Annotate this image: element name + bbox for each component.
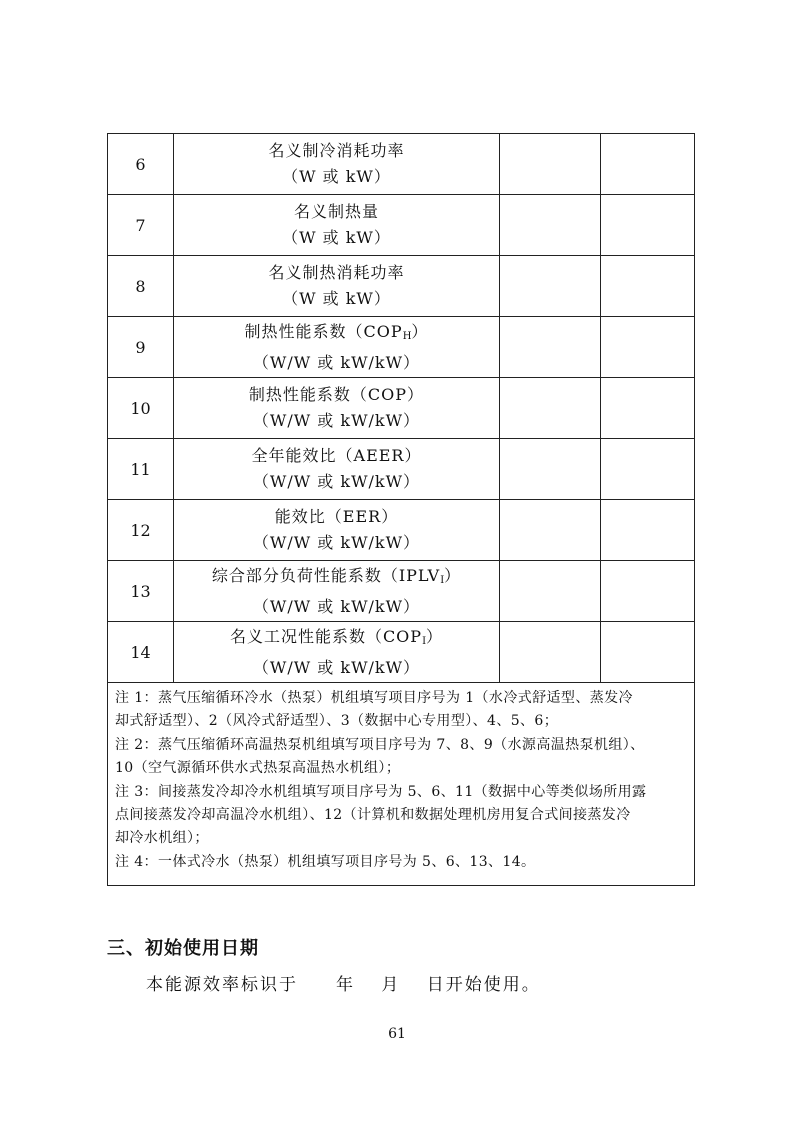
value-cell-a <box>500 378 601 439</box>
item-name-text: 名义制热消耗功率 <box>268 263 405 282</box>
notes-row <box>108 683 695 886</box>
item-number-cell: 12 <box>108 500 174 561</box>
item-name-suffix: ） <box>444 565 462 585</box>
usage-date-statement: 本能源效率标识于 年 月 日开始使用。 <box>146 975 541 995</box>
table-row <box>108 561 695 622</box>
value-cell-a <box>500 134 601 195</box>
table-row <box>108 500 695 561</box>
value-cell-a <box>500 500 601 561</box>
item-unit: （W/W 或 kW/kW） <box>252 472 421 491</box>
value-cell-b <box>601 378 695 439</box>
value-cell-a <box>500 561 601 622</box>
item-number-cell: 7 <box>108 195 174 256</box>
note-line: 注 4：一体式冷水（热泵）机组填写项目序号为 5、6、13、14。 <box>115 853 536 870</box>
item-description-cell <box>174 622 500 683</box>
item-number-cell: 8 <box>108 256 174 317</box>
table-row <box>108 317 695 378</box>
value-cell-b <box>601 317 695 378</box>
table-row <box>108 378 695 439</box>
value-cell-b <box>601 256 695 317</box>
item-name-text: 名义制冷消耗功率 <box>268 141 405 160</box>
item-unit: （W/W 或 kW/kW） <box>252 657 421 677</box>
section-heading: 三、初始使用日期 <box>107 938 259 959</box>
item-name-suffix: ） <box>411 321 429 341</box>
item-name <box>174 319 499 350</box>
item-description-cell <box>174 195 500 256</box>
value-cell-b <box>601 500 695 561</box>
item-name-text: 综合部分负荷性能系数（IPLV <box>211 565 441 585</box>
item-unit: （W/W 或 kW/kW） <box>252 533 421 552</box>
item-number-cell: 6 <box>108 134 174 195</box>
item-description-cell <box>174 439 500 500</box>
specification-table <box>107 133 695 886</box>
value-cell-b <box>601 561 695 622</box>
item-unit: （W/W 或 kW/kW） <box>252 352 421 372</box>
item-name <box>174 443 499 469</box>
value-cell-a <box>500 439 601 500</box>
note-line: 注 2：蒸气压缩循环高温热泵机组填写项目序号为 7、8、9（水源高温热泵机组）、 <box>115 736 645 753</box>
item-name-suffix: ） <box>426 626 444 646</box>
value-cell-a <box>500 317 601 378</box>
item-number-cell: 14 <box>108 622 174 683</box>
note-line: 注 3：间接蒸发冷却冷水机组填写项目序号为 5、6、11（数据中心等类似场所用露 <box>115 783 647 800</box>
item-name-subscript: H <box>402 330 412 342</box>
item-name-text: 全年能效比（AEER） <box>251 446 422 465</box>
item-name-subscript: I <box>440 574 445 586</box>
item-name <box>174 563 499 594</box>
item-name <box>174 504 499 530</box>
item-unit: （W 或 kW） <box>282 289 391 308</box>
table-row <box>108 256 695 317</box>
item-unit: （W/W 或 kW/kW） <box>252 411 421 430</box>
item-name <box>174 382 499 408</box>
note-line: 注 1：蒸气压缩循环冷水（热泵）机组填写项目序号为 1（水冷式舒适型、蒸发冷 <box>115 690 633 706</box>
item-name-text: 能效比（EER） <box>274 507 399 526</box>
item-description-cell <box>174 500 500 561</box>
page-number: 61 <box>388 1026 406 1042</box>
value-cell-a <box>500 622 601 683</box>
note-line: 却式舒适型）、2（风冷式舒适型）、3（数据中心专用型）、4、5、6； <box>115 713 559 730</box>
item-name-text: 名义工况性能系数（COP <box>229 626 423 646</box>
value-cell-b <box>601 195 695 256</box>
value-cell-a <box>500 195 601 256</box>
item-name <box>174 624 499 655</box>
item-unit: （W 或 kW） <box>282 228 391 247</box>
item-description-cell <box>174 134 500 195</box>
item-description-cell <box>174 256 500 317</box>
item-description-cell <box>174 561 500 622</box>
item-unit: （W 或 kW） <box>282 167 391 186</box>
table-row <box>108 195 695 256</box>
item-unit: （W/W 或 kW/kW） <box>252 596 421 616</box>
value-cell-b <box>601 134 695 195</box>
note-line: 却冷水机组）； <box>115 830 209 847</box>
item-name-text: 制热性能系数（COP <box>244 321 403 341</box>
value-cell-b <box>601 622 695 683</box>
item-name <box>174 199 499 225</box>
table-row <box>108 134 695 195</box>
note-line: 点间接蒸发冷却高温冷水机组）、12（计算机和数据处理机房用复合式间接蒸发冷 <box>115 807 631 824</box>
item-name <box>174 260 499 286</box>
value-cell-b <box>601 439 695 500</box>
item-number-cell: 10 <box>108 378 174 439</box>
item-name-text: 制热性能系数（COP） <box>248 385 425 404</box>
item-name-subscript: I <box>422 635 427 647</box>
item-number-cell: 9 <box>108 317 174 378</box>
specification-table-body <box>108 134 695 886</box>
item-number-cell: 13 <box>108 561 174 622</box>
item-description-cell <box>174 317 500 378</box>
item-description-cell <box>174 378 500 439</box>
item-number-cell: 11 <box>108 439 174 500</box>
item-name <box>174 138 499 164</box>
note-line: 10（空气源循环供水式热泵高温热水机组）； <box>115 760 401 777</box>
table-row <box>108 439 695 500</box>
item-name-text: 名义制热量 <box>293 202 379 221</box>
notes-cell <box>108 683 695 886</box>
table-row <box>108 622 695 683</box>
value-cell-a <box>500 256 601 317</box>
